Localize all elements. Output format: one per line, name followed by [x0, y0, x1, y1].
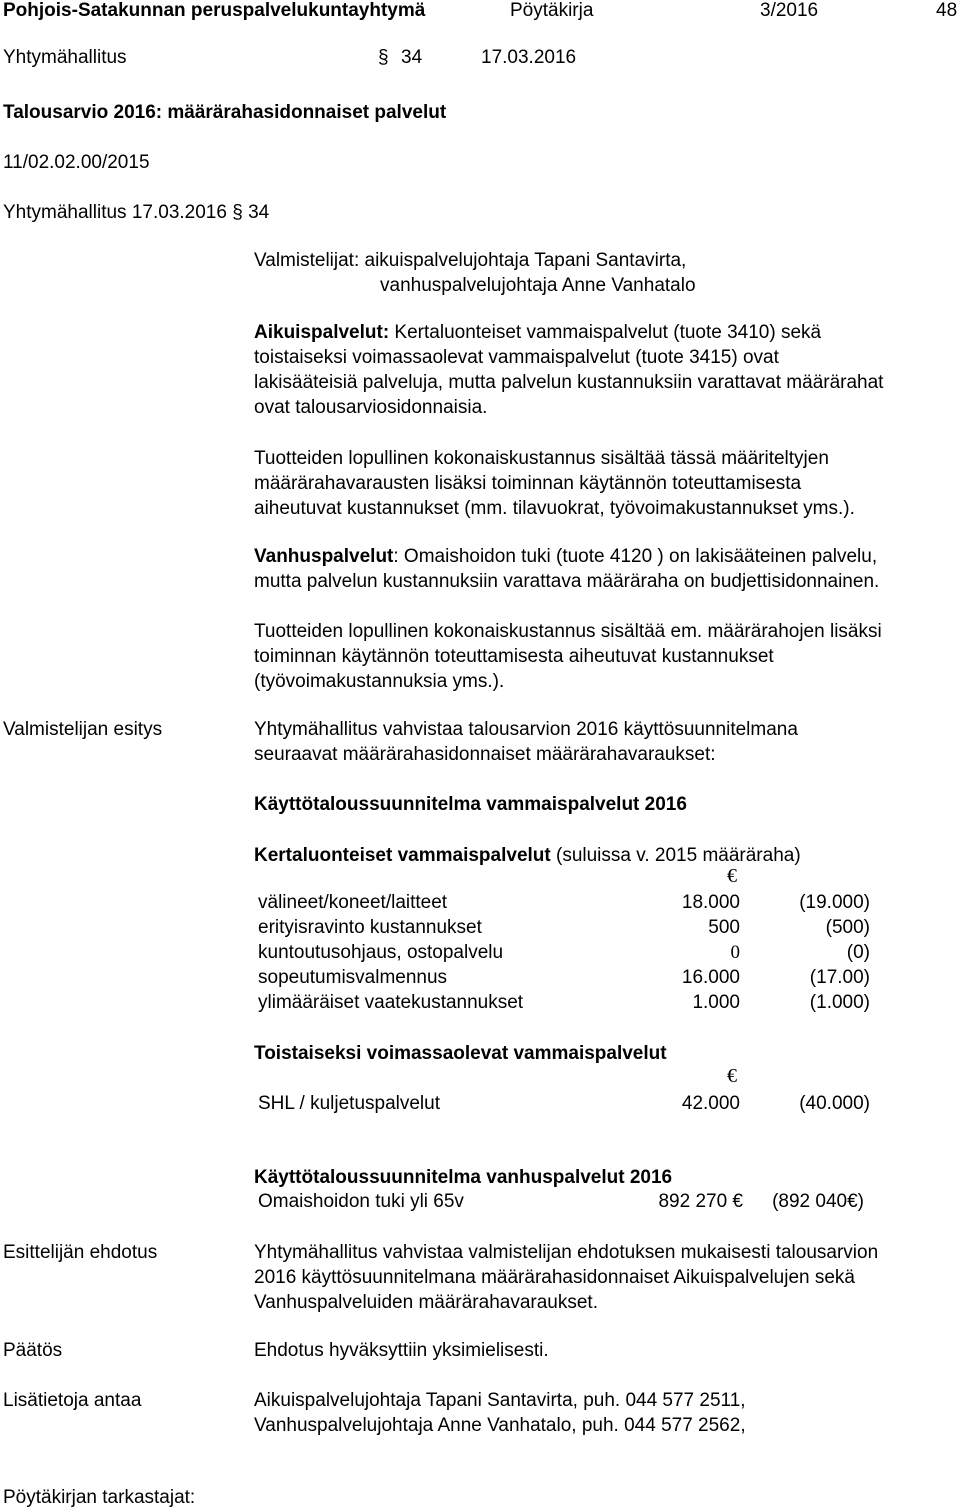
section-symbol: § — [232, 202, 243, 223]
table-row: ylimääräiset vaatekustannukset 1.000 (1.000) — [258, 992, 870, 1013]
table-row: SHL / kuljetuspalvelut 42.000 (40.000) — [258, 1093, 870, 1114]
elderly-services-paragraph: Vanhuspalvelut: Omaishoidon tuki (tuote 4120 ) on lakisääteinen palvelu, mutta palvelun kustannuksiin varattava määräraha on budjettisidonnainen. — [254, 546, 880, 592]
table-row: sopeutumisvalmennus 16.000 (17.00) — [258, 967, 870, 988]
total-cost-paragraph: Tuotteiden lopullinen kokonaiskustannus sisältää tässä määriteltyjen määrärahavarausten lisäksi toiminnan käytännön toteuttamisesta aiheutuvat kustannukset (mm. tilavuokrat, työvoimakustannukset yms.). — [254, 448, 855, 519]
page-number: 48 — [936, 0, 958, 21]
euro-currency-icon: € — [727, 1065, 737, 1087]
euro-currency-icon: € — [727, 865, 737, 887]
meeting-date: 17.03.2016 — [481, 47, 577, 68]
one-time-services-heading: Kertaluonteiset vammaispalvelut (suluissa v. 2015 määräraha) — [254, 845, 801, 866]
adult-services-paragraph: Aikuispalvelut: Kertaluonteiset vammaispalvelut (tuote 3410) sekä toistaiseksi voimassaolevat vammaispalvelut (tuote 3415) ovat lakisääteisiä palveluja, mutta palvelun kustannuksiin varattavat määrärahat ovat talousarviosidonnaisia. — [254, 322, 884, 418]
elderly-services-heading: Vanhuspalvelut — [254, 546, 394, 567]
proposal-label: Valmistelijan esitys — [3, 719, 163, 740]
table-row: erityisravinto kustannukset 500 (500) — [258, 917, 870, 938]
chair-proposal-label: Esittelijän ehdotus — [3, 1242, 158, 1263]
decision-text: Ehdotus hyväksyttiin yksimielisesti. — [254, 1340, 549, 1361]
disability-plan-title: Käyttötaloussuunnitelma vammaispalvelut 2016 — [254, 794, 687, 815]
minutes-reviewers-label: Pöytäkirjan tarkastajat: — [3, 1487, 196, 1508]
meeting-section: 34 — [248, 202, 270, 223]
meeting-line — [3, 200, 269, 225]
ongoing-services-heading: Toistaiseksi voimassaolevat vammaispalvelut — [254, 1043, 667, 1064]
more-info-label: Lisätietoja antaa — [3, 1390, 142, 1411]
table-row: kuntoutusohjaus, ostopalvelu 0 (0) — [258, 942, 870, 963]
document-number: 3/2016 — [760, 0, 819, 21]
preparers-line-2: vanhuspalvelujohtaja Anne Vanhatalo — [380, 275, 696, 296]
page-title: Talousarvio 2016: määrärahasidonnaiset palvelut — [3, 102, 447, 123]
more-info-text: Aikuispalvelujohtaja Tapani Santavirta, puh. 044 577 2511, Vanhuspalvelujohtaja Anne Vanhatalo, puh. 044 577 2562, — [254, 1390, 746, 1436]
total-cost-paragraph-2: Tuotteiden lopullinen kokonaiskustannus sisältää em. määrärahojen lisäksi toiminnan käytännön toteuttamisesta aiheutuvat kustannukset (työvoimakustannuksia yms.). — [254, 621, 882, 692]
organization-name: Pohjois-Satakunnan peruspalvelukuntayhtymä — [3, 0, 426, 21]
section-number: 34 — [401, 47, 423, 68]
meeting-body-date: Yhtymähallitus 17.03.2016 — [3, 202, 227, 223]
section-symbol: § — [378, 47, 389, 68]
proposal-text: Yhtymähallitus vahvistaa talousarvion 2016 käyttösuunnitelmana seuraavat määrärahasidonnaiset määrärahavaraukset: — [254, 719, 798, 765]
document-type: Pöytäkirja — [510, 0, 594, 21]
decision-label: Päätös — [3, 1340, 63, 1361]
table-row: Omaishoidon tuki yli 65v 892 270 € (892 040€) — [258, 1191, 864, 1212]
preparers-line-1: Valmistelijat: aikuispalvelujohtaja Tapani Santavirta, — [254, 250, 687, 271]
chair-proposal-text: Yhtymähallitus vahvistaa valmistelijan ehdotuksen mukaisesti talousarvion 2016 käyttösuunnitelmana määrärahasidonnaiset Aikuispalvelujen sekä Vanhuspalveluiden määrärahavaraukset. — [254, 1242, 879, 1313]
reference-code: 11/02.02.00/2015 — [3, 152, 150, 173]
elderly-plan-title: Käyttötaloussuunnitelma vanhuspalvelut 2016 — [254, 1167, 673, 1188]
table-row: välineet/koneet/laitteet 18.000 (19.000) — [258, 892, 870, 913]
adult-services-heading: Aikuispalvelut: — [254, 322, 390, 343]
header-body: Yhtymähallitus — [3, 47, 127, 68]
